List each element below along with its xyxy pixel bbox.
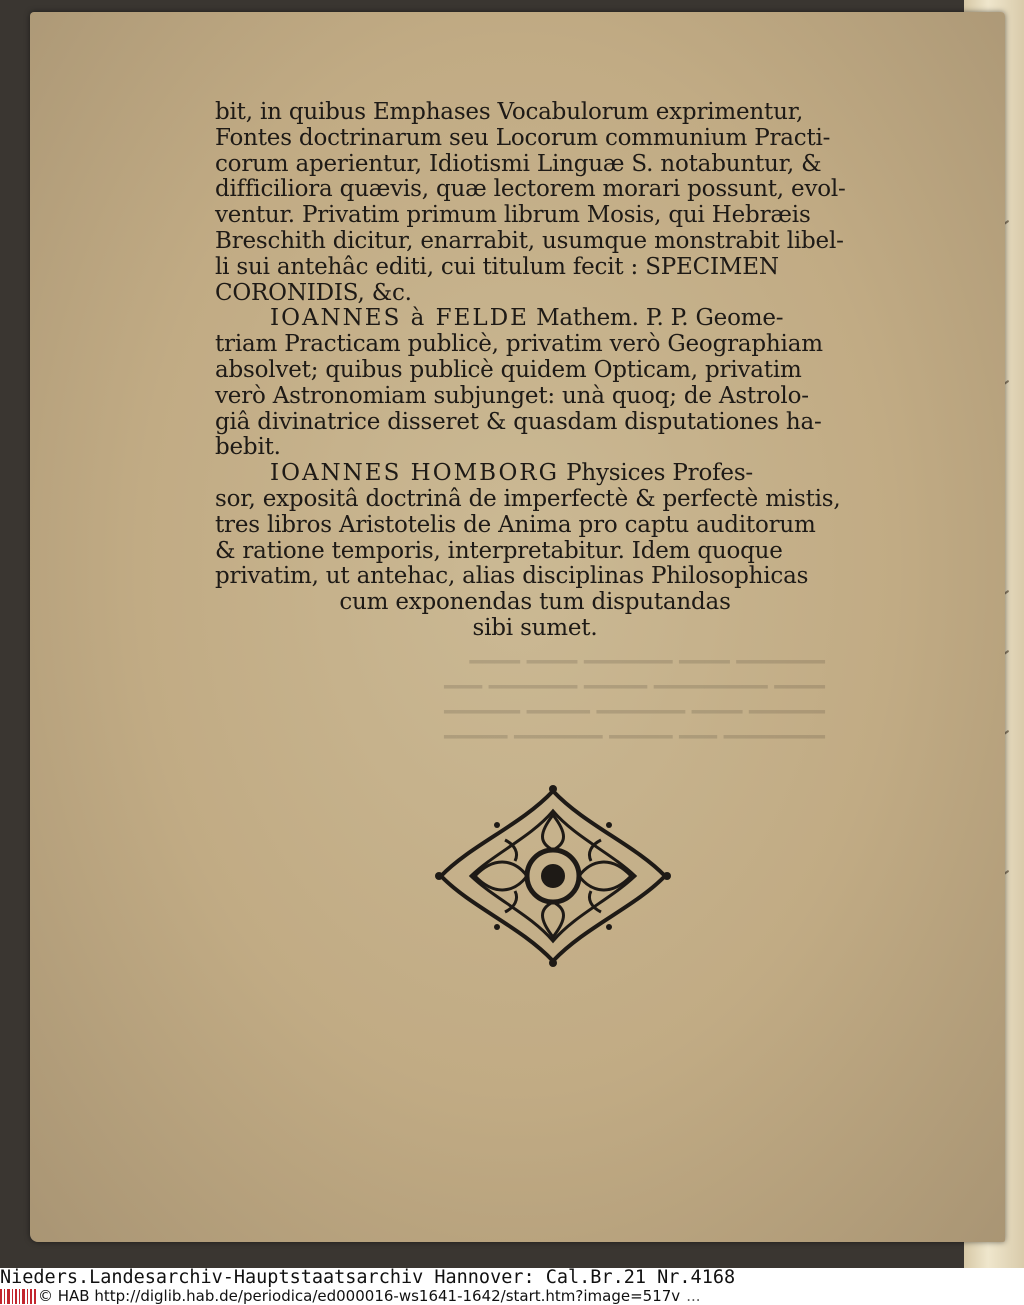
document-text: [215, 100, 855, 642]
text-line: CORONIDIS, &c.: [215, 279, 412, 306]
text-line: triam Practicam publicè, privatim verò Geographiam: [215, 331, 823, 358]
credit-text: © HAB http://diglib.hab.de/periodica/ed000016-ws1641-1642/start.htm?image=517v: [38, 1288, 681, 1305]
text-line: difficiliora quævis, quæ lectorem morari possunt, evol-: [215, 176, 846, 203]
more-indicator: ...: [686, 1288, 701, 1305]
text-line: corum aperientur, Idiotismi Linguæ S. notabuntur, &: [215, 150, 822, 177]
credit-bar: [0, 1288, 1024, 1305]
paragraph-homborg-first-line: IOANNES HOMBORG Physices Profes-: [270, 460, 753, 487]
text-line: li sui antehâc editi, cui titulum fecit : SPECIMEN: [215, 253, 779, 280]
archive-label: Nieders.Landesarchiv-Hauptstaatsarchiv Hannover: Cal.Br.21 Nr.4168: [0, 1268, 1024, 1288]
show-through-text: ━━━━━━━ ━━━━ ━━━━━━━ ━━━━ ━━━━ ━━━━ ━━━━━━━━━ ━━━━━ ━━━━━━━ ━━━ ━━━━━━ ━━━━ ━━━━━━━ ━━━━━ ━━━━━━ ━━━━━━━━ ━━━ ━━━━━ ━━━━━━━ ━━━━━: [444, 650, 825, 749]
text-line: & ratione temporis, interpretabitur. Idem quoque: [215, 537, 783, 564]
text-line: ventur. Privatim primum librum Mosis, qui Hebræis: [215, 202, 811, 229]
text-line: privatim, ut antehac, alias disciplinas Philosophicas: [215, 563, 809, 590]
professor-name: IOANNES HOMBORG: [270, 460, 559, 487]
text-line: tres libros Aristotelis de Anima pro captu auditorum: [215, 511, 816, 538]
text-line: absolvet; quibus publicè quidem Opticam, privatim: [215, 356, 802, 383]
text-line: bebit.: [215, 434, 281, 461]
printer-ornament: [435, 785, 671, 967]
professor-name: IOANNES à FELDE: [270, 305, 529, 332]
text-line: cum exponendas tum disputandas: [339, 589, 731, 616]
text-line: sor, expositâ doctrinâ de imperfectè & perfectè mistis,: [215, 485, 841, 512]
barcode-icon: [0, 1289, 36, 1304]
text-line: verò Astronomiam subjunget: unà quoq; de Astrolo-: [215, 382, 809, 409]
text-line: Fontes doctrinarum seu Locorum communium Practi-: [215, 124, 831, 151]
text-line: bit, in quibus Emphases Vocabulorum exprimentur,: [215, 99, 804, 125]
text-line: giâ divinatrice disseret & quasdam disputationes ha-: [215, 408, 822, 435]
text-line: Breschith dicitur, enarrabit, usumque monstrabit libel-: [215, 227, 844, 254]
text-line: sibi sumet.: [472, 614, 598, 641]
paragraph-felde-first-line: IOANNES à FELDE Mathem. P. P. Geome-: [270, 305, 784, 332]
